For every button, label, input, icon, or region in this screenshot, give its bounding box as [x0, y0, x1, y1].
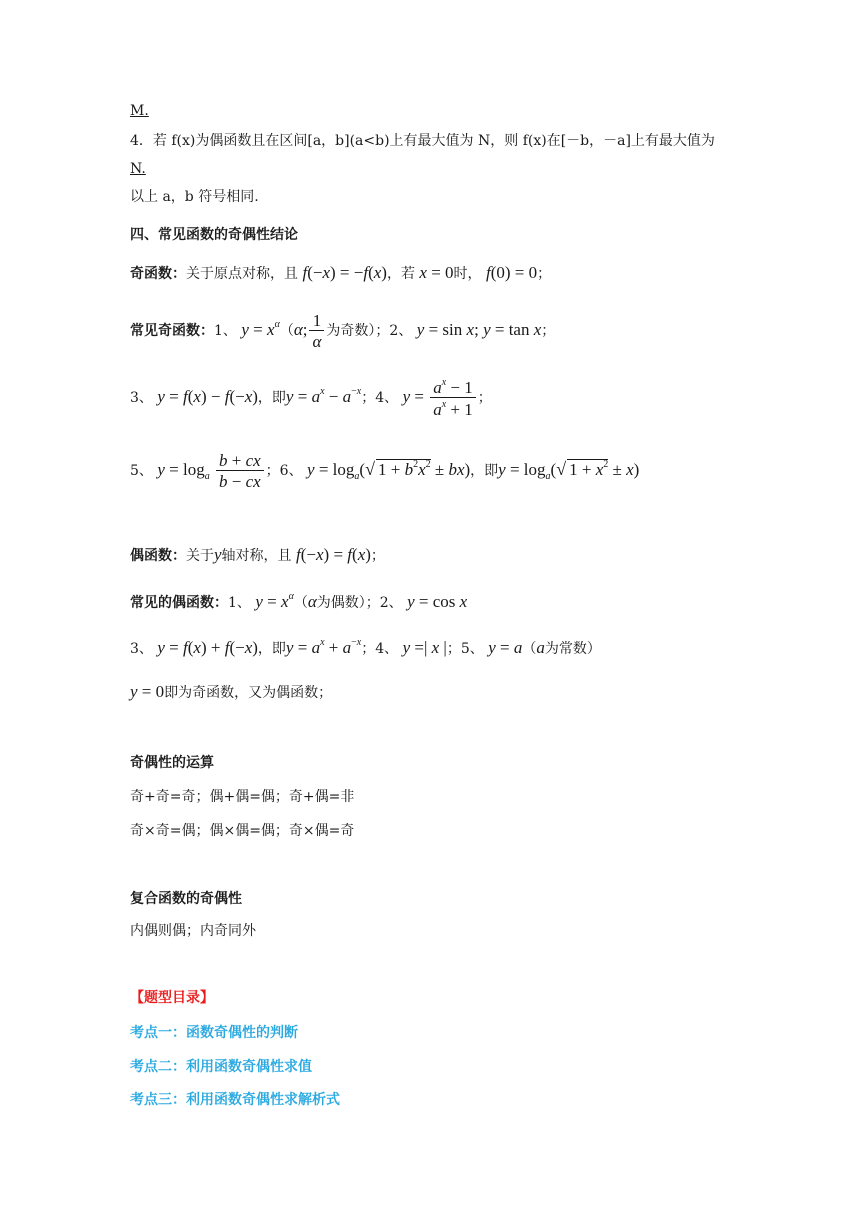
formula-x-zero: x = 0 [419, 263, 454, 282]
composite-line-1: 内偶则偶；内奇同外 [130, 923, 256, 939]
odd-row3-mid: ，即 [257, 389, 286, 406]
even-def-text-2: 轴对称，且 [221, 548, 292, 564]
operations-line-1: 奇+奇=奇；偶+偶=偶；奇+偶=非 [130, 789, 355, 805]
even-def-end: ； [370, 548, 385, 564]
even-item1-prefix: 1、 [228, 595, 251, 611]
odd-def-text-3: 时， [453, 266, 482, 282]
zero-text: 即为奇函数，又为偶函数； [164, 685, 333, 701]
item-4: 4．若 f(x)为偶函数且在区间[a，b](a<b)上有最大值为 N，则 f(x)在[－b，－a]上有最大值为 [130, 133, 715, 149]
formula-even-symmetry: f(−x) = f(x) [296, 545, 371, 564]
common-odd-label: 常见奇函数： [130, 322, 214, 339]
formula-log-sqrt: $y = \log_a(√$ $1 + x^2 \pm x$) [498, 458, 640, 482]
odd-row-5 [130, 452, 639, 490]
catalog-heading: 【题型目录】 [130, 990, 214, 1006]
even-definition [130, 546, 385, 563]
formula-alpha-fraction: α; $\frac{1}{\alpha}$ [294, 320, 327, 339]
formula-exp-plus: $y = a^x + a^{-x}$ [285, 637, 362, 657]
formula-exp-ratio: y = $\frac{a^x - 1}{a^x + 1}$ [403, 387, 478, 406]
common-even-functions: 常见的偶函数：1、 $y = x^\alpha(\alpha$为偶数）；2、 y = cos x [130, 591, 468, 611]
catalog-item-2[interactable]: 考点二：利用函数奇偶性求值 [130, 1059, 312, 1075]
odd-label: 奇函数： [130, 266, 186, 282]
even-row3-mid: ，即 [257, 641, 286, 657]
formula-log-sqrt-b: $y = \log_a(√$ $1 + b^2x^2 \pm bx$) [307, 458, 471, 482]
operations-heading: 奇偶性的运算 [130, 755, 214, 771]
formula-power: $y = x^\alpha$ [241, 318, 280, 339]
odd-row3-sep: ；4、 [361, 389, 399, 406]
catalog-item-3[interactable]: 考点三：利用函数奇偶性求解析式 [130, 1092, 340, 1108]
odd-row-3 [130, 378, 492, 418]
zero-function [130, 683, 332, 700]
catalog-item-1[interactable]: 考点一：函数奇偶性的判断 [130, 1025, 298, 1041]
even-row3-note: 为常数） [544, 641, 601, 657]
formula-abs: y =| x | [402, 638, 447, 657]
sign-note: 以上 a，b 符号相同. [130, 189, 259, 205]
formula-f-minus: y = f(x) − f(−x) [157, 386, 258, 406]
formula-a: a [536, 638, 545, 657]
odd-row5-sep: ；6、 [265, 462, 303, 479]
formula-y-axis: y [214, 545, 222, 564]
formula-y-zero: y = 0 [130, 682, 165, 701]
formula-odd-symmetry: f(−x) = −f(x) [302, 263, 387, 282]
odd-def-text-1: 关于原点对称，且 [186, 266, 298, 282]
formula-cos: y = cos x [407, 592, 468, 611]
odd-row3-end: ； [477, 389, 492, 406]
formula-alpha: α [307, 592, 317, 611]
formula-log-ratio: $y = \log_a$ $\frac{b + cx}{b - cx}$ [157, 460, 265, 479]
odd-item1-prefix: 1、 [214, 322, 237, 339]
formula-f-plus: y = f(x) + f(−x) [157, 638, 258, 657]
odd-row5-mid: ，即 [470, 462, 499, 479]
even-def-text-1: 关于 [186, 548, 214, 564]
formula-f-zero: f(0) = 0 [486, 263, 538, 282]
odd-def-end: ； [537, 266, 552, 282]
even-label: 偶函数： [130, 548, 186, 564]
even-item1-note: 为偶数）；2、 [316, 595, 403, 611]
even-row3-sep4: ；4、 [361, 641, 399, 657]
formula-even-power: $y = x^\alpha$ [255, 591, 294, 611]
common-odd-functions: 常见奇函数：1、 $y = x^\alpha(\alpha$; $\frac{1}{\alpha}$ 为奇数）；2、 y = sin x; y = tan x； [130, 311, 556, 351]
composite-heading: 复合函数的奇偶性 [130, 891, 242, 907]
operations-line-2: 奇×奇=偶；偶×偶=偶；奇×偶=奇 [130, 823, 355, 839]
odd-row5-prefix: 5、 [130, 462, 153, 479]
text-line-n: N. [130, 161, 146, 177]
formula-sin-tan: y = sin x; y = tan x [416, 319, 542, 339]
odd-definition [130, 264, 551, 281]
even-row3-sep5: ；5、 [446, 641, 484, 657]
formula-constant: y = a [488, 638, 523, 657]
even-row3-prefix: 3、 [130, 641, 153, 657]
odd-row3-prefix: 3、 [130, 389, 153, 406]
odd-item1-note: 为奇数）；2、 [326, 322, 413, 339]
odd-def-text-2: ，若 [386, 266, 415, 282]
text-line-m: M. [130, 103, 149, 119]
formula-exp-minus: $y = a^x - a^{-x}$ [285, 385, 362, 406]
even-row-3: 3、 y = f(x) + f(−x)，即$y = a^x + a^{-x}$；4、 y =| x |；5、 y = a（a为常数） [130, 637, 601, 657]
common-even-label: 常见的偶函数： [130, 595, 228, 611]
section-heading: 四、常见函数的奇偶性结论 [130, 227, 298, 243]
